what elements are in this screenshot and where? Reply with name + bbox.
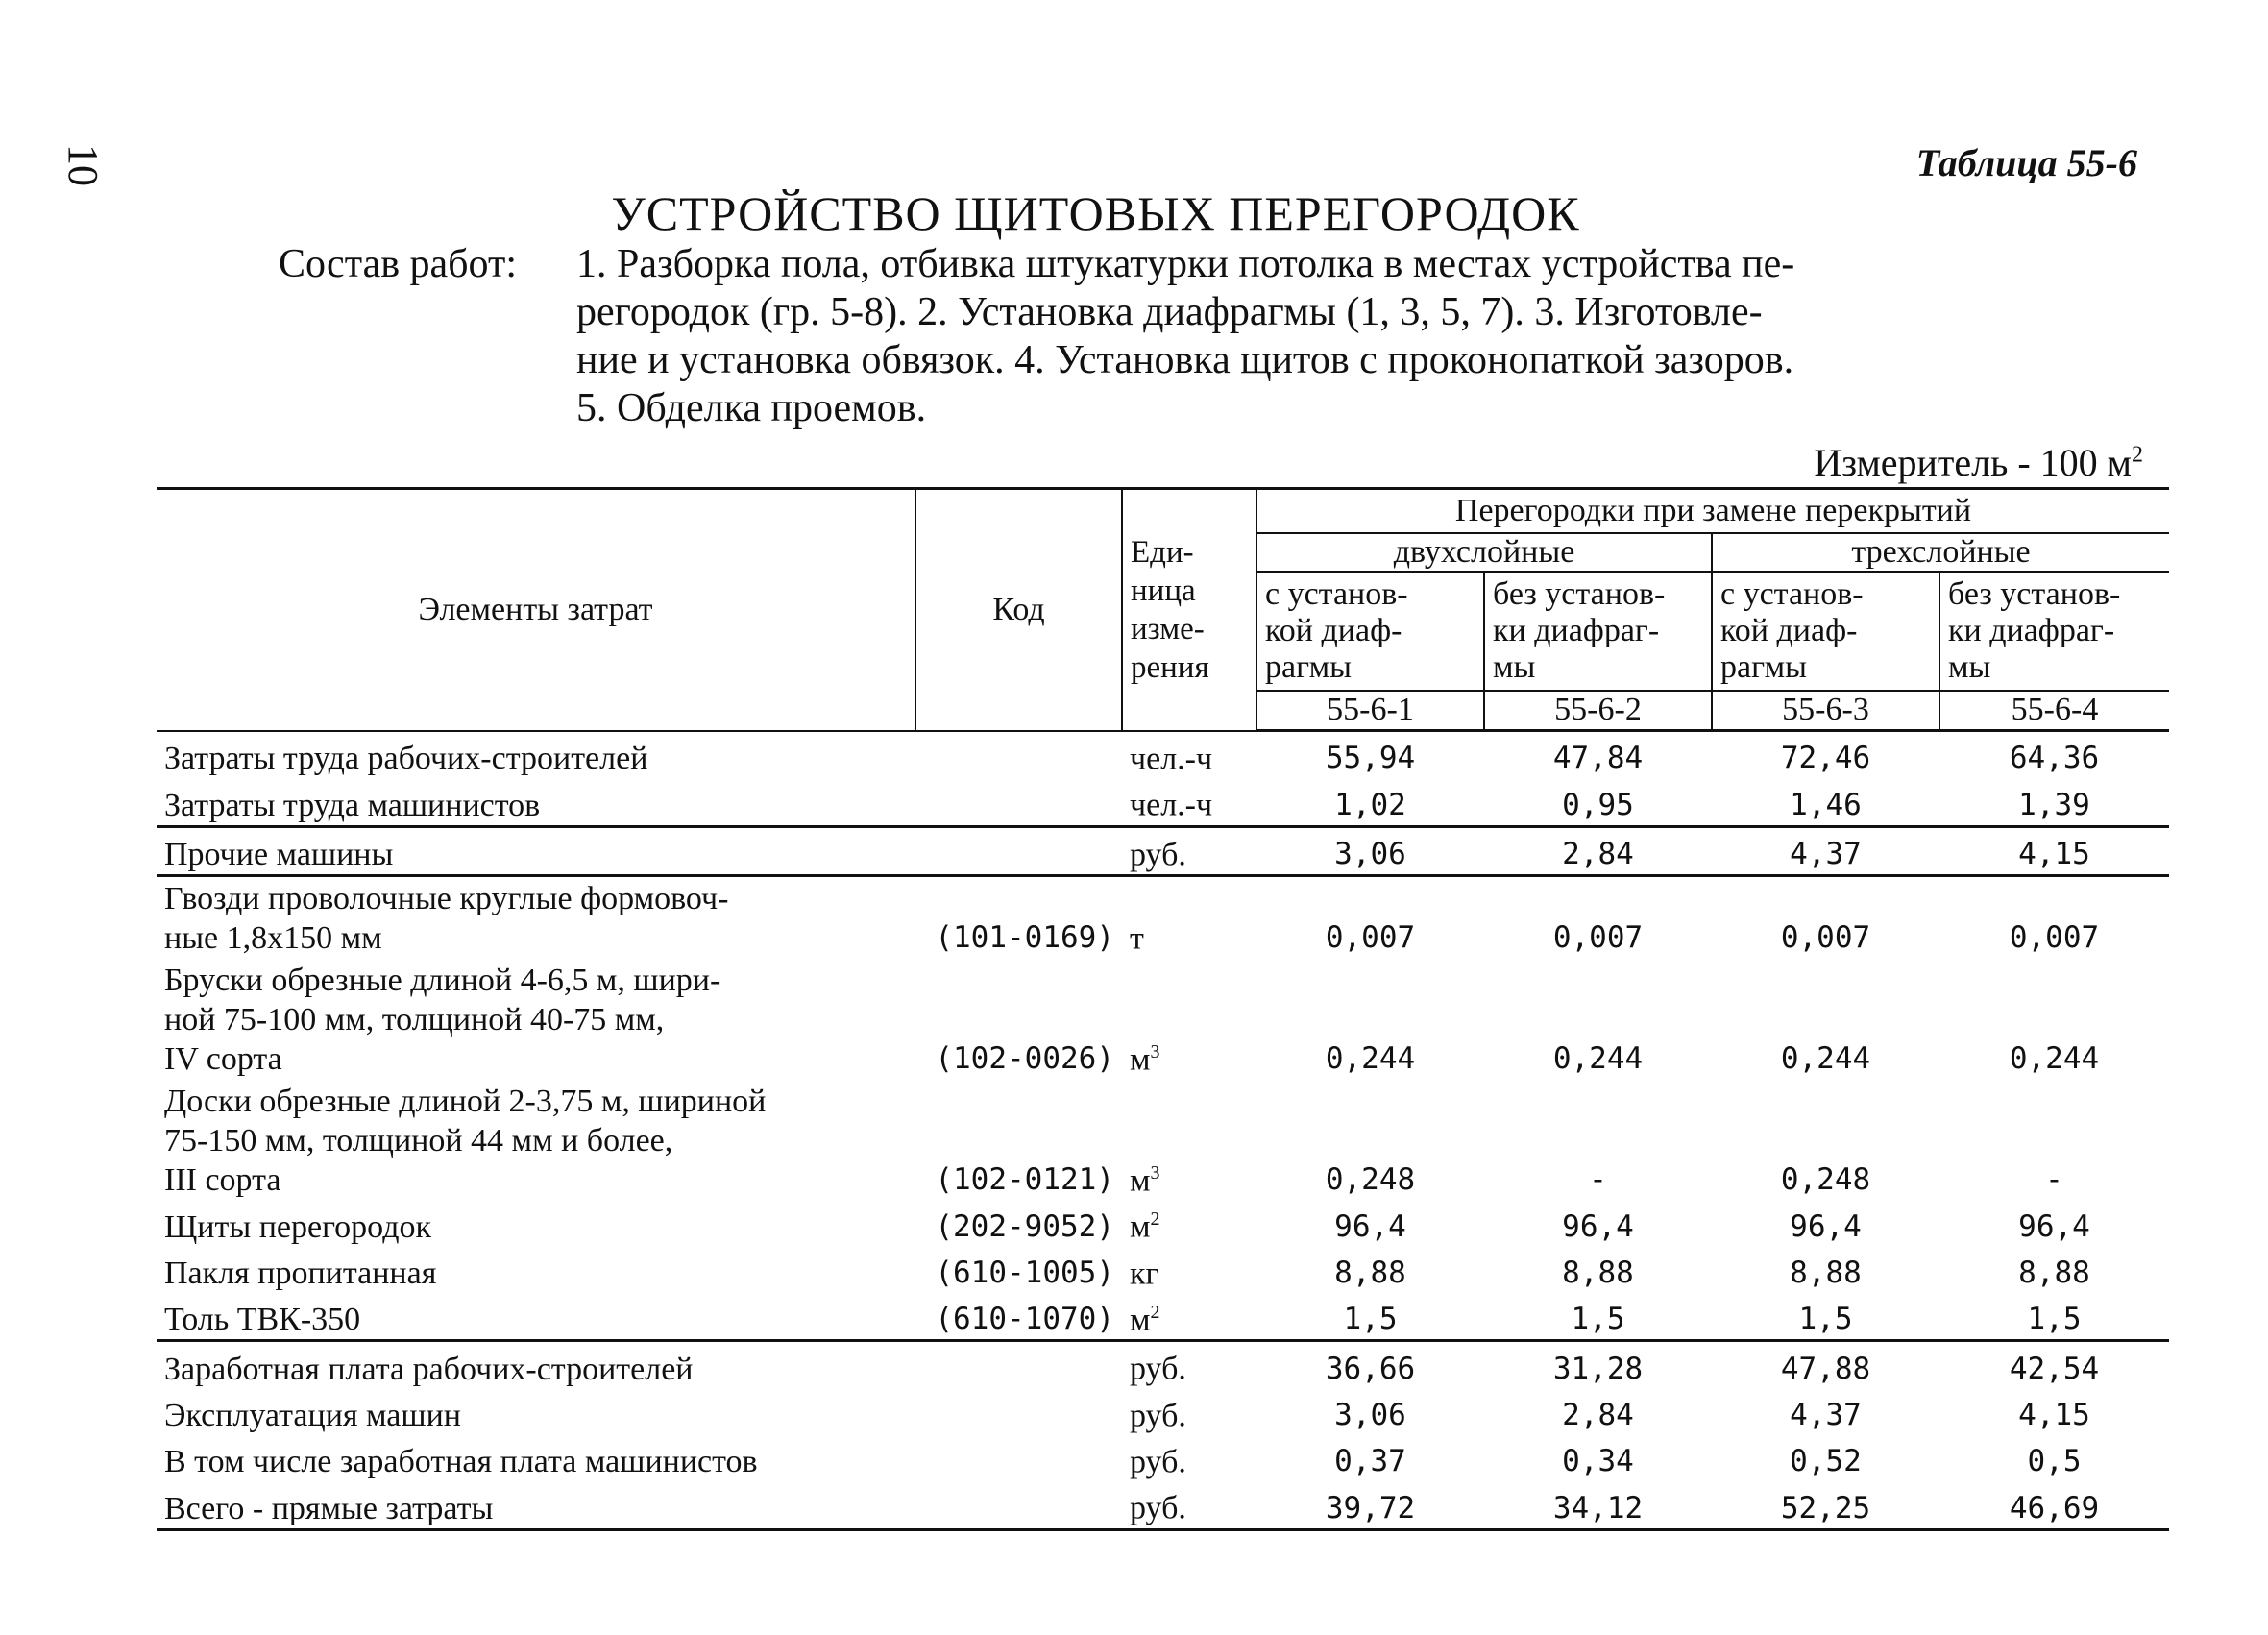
- measure-text: Измеритель - 100 м: [1814, 441, 2132, 484]
- table-row: [157, 875, 2169, 958]
- row-name: Эксплуатация машин: [164, 1398, 461, 1434]
- row-value: 0,244: [1780, 1041, 1871, 1077]
- row-unit: [1122, 1200, 1256, 1246]
- row-unit: [1122, 1247, 1256, 1293]
- row-value: 0,007: [1780, 920, 1871, 956]
- row-unit: [1122, 958, 1256, 1079]
- row-value: 64,36: [2009, 741, 2100, 776]
- composition-line: 1. Разборка пола, отбивка штукатурки потолка в местах устройства пе-: [576, 242, 1795, 286]
- row-value: 1,02: [1256, 778, 1484, 826]
- header-col-code: 55-6-4: [1939, 691, 2169, 731]
- table-row: [157, 778, 2169, 826]
- row-value: 2,84: [1562, 1398, 1634, 1433]
- row-value: 4,15: [2018, 1398, 2090, 1433]
- row-name: Прочие машины: [157, 826, 915, 875]
- row-unit: [1122, 826, 1256, 875]
- row-value: 0,244: [2009, 1041, 2100, 1077]
- row-name: Доски обрезные длиной 2-3,75 м, шириной 75-150 мм, толщиной 44 мм и более, III сорта: [164, 1084, 767, 1199]
- row-value: 55,94: [1325, 741, 1416, 776]
- row-value: 0,95: [1484, 778, 1712, 826]
- row-unit: [1122, 1293, 1256, 1341]
- row-value: 0,5: [2027, 1444, 2082, 1479]
- composition-line: ние и установка обвязок. 4. Установка щитов с проконопаткой зазоров.: [576, 338, 1794, 382]
- row-value: 0,37: [1334, 1444, 1406, 1479]
- row-value: 0,244: [1552, 1041, 1644, 1077]
- row-code: (102-0026): [935, 1041, 1114, 1077]
- document-title: УСТРОЙСТВО ЩИТОВЫХ ПЕРЕГОРОДОК: [611, 186, 1580, 240]
- table-row: [157, 1389, 2169, 1435]
- header-col-code: 55-6-2: [1484, 691, 1712, 731]
- row-value: -: [2045, 1162, 2063, 1198]
- table-row: [157, 1200, 2169, 1246]
- row-code: [915, 1481, 1122, 1529]
- row-value: 47,84: [1552, 741, 1644, 776]
- row-unit: [1122, 1481, 1256, 1529]
- measure-sup: 2: [2132, 442, 2143, 468]
- row-value: 1,5: [1712, 1293, 1939, 1341]
- row-value: 4,37: [1712, 826, 1939, 875]
- row-value: 1,39: [1939, 778, 2169, 826]
- row-name: В том числе заработная плата машинистов: [164, 1444, 758, 1480]
- composition-text: [576, 240, 2268, 432]
- row-value: 1,5: [1939, 1293, 2169, 1341]
- header-code: Код: [915, 489, 1122, 731]
- row-value: 4,15: [1939, 826, 2169, 875]
- row-name: Щиты перегородок: [164, 1208, 432, 1245]
- row-unit-text: м: [1130, 1208, 1151, 1245]
- table-row: [157, 732, 2169, 778]
- composition-label: Состав работ:: [279, 242, 518, 286]
- row-code: (101-0169): [935, 920, 1114, 956]
- table-row: [157, 1341, 2169, 1389]
- row-value: 96,4: [1334, 1208, 1406, 1244]
- row-name: Затраты труда рабочих-строителей: [164, 741, 648, 777]
- header-col-desc: с установ- кой диаф- рагмы: [1712, 572, 1939, 691]
- row-unit: [1122, 732, 1256, 778]
- row-name: Бруски обрезные длиной 4-6,5 м, шири- ной 75-100 мм, толщиной 40-75 мм, IV сорта: [164, 963, 721, 1078]
- row-value: 0,248: [1780, 1162, 1871, 1198]
- row-unit-sup: 2: [1150, 1302, 1160, 1324]
- row-unit-text: чел.-ч: [1130, 787, 1213, 823]
- row-value: 0,007: [1552, 920, 1644, 956]
- row-unit: [1122, 1341, 1256, 1389]
- row-code: [915, 1435, 1122, 1481]
- row-value: 4,37: [1790, 1398, 1862, 1433]
- row-unit-text: чел.-ч: [1130, 741, 1213, 777]
- row-value: 34,12: [1484, 1481, 1712, 1529]
- header-two-layer: двухслойные: [1256, 533, 1712, 572]
- row-value: 3,06: [1334, 1398, 1406, 1433]
- row-value: 0,52: [1790, 1444, 1862, 1479]
- row-unit: [1122, 1435, 1256, 1481]
- row-code: [915, 1389, 1122, 1435]
- row-value: 1,5: [1256, 1293, 1484, 1341]
- row-name: Толь ТВК-350: [157, 1293, 915, 1341]
- row-unit-sup: 3: [1150, 1041, 1160, 1063]
- table-header: [157, 489, 2169, 733]
- row-value: 0,248: [1325, 1162, 1416, 1198]
- table-row: [157, 1435, 2169, 1481]
- header-elements: Элементы затрат: [157, 489, 915, 731]
- row-value: 42,54: [2009, 1351, 2100, 1386]
- row-value: 3,06: [1256, 826, 1484, 875]
- composition-line: регородок (гр. 5-8). 2. Установка диафрагмы (1, 3, 5, 7). 3. Изготовле-: [576, 290, 1763, 334]
- cost-table: [157, 487, 2169, 1531]
- header-col-desc: без установ- ки диафраг- мы: [1484, 572, 1712, 691]
- header-col-code: 55-6-3: [1712, 691, 1939, 731]
- row-name: Затраты труда машинистов: [157, 778, 915, 826]
- row-unit-sup: 2: [1150, 1208, 1160, 1231]
- row-value: 52,25: [1712, 1481, 1939, 1529]
- header-col-desc: без установ- ки диафраг- мы: [1939, 572, 2169, 691]
- table-row: [157, 1293, 2169, 1341]
- row-value: 0,34: [1562, 1444, 1634, 1479]
- row-unit: [1122, 1389, 1256, 1435]
- row-unit-text: м: [1130, 1162, 1151, 1199]
- row-value: 1,5: [1484, 1293, 1712, 1341]
- row-value: 2,84: [1484, 826, 1712, 875]
- row-value: 31,28: [1552, 1351, 1644, 1386]
- row-unit-text: руб.: [1130, 836, 1186, 872]
- header-unit: Еди- ница изме- рения: [1122, 489, 1256, 731]
- row-code: [915, 732, 1122, 778]
- table-row: [157, 1481, 2169, 1529]
- row-value: 0,244: [1325, 1041, 1416, 1077]
- row-code: (610-1005): [935, 1256, 1114, 1291]
- row-value: 0,007: [1325, 920, 1416, 956]
- table-row: [157, 826, 2169, 875]
- header-group: Перегородки при замене перекрытий: [1256, 489, 2169, 533]
- table-label: Таблица 55-6: [1915, 141, 2137, 184]
- row-value: 8,88: [1562, 1256, 1634, 1291]
- row-name: Пакля пропитанная: [164, 1256, 437, 1292]
- measure-unit: [1814, 440, 2143, 485]
- row-unit-text: руб.: [1130, 1444, 1186, 1480]
- row-value: 36,66: [1325, 1351, 1416, 1386]
- row-code: (610-1070): [915, 1293, 1122, 1341]
- row-unit-text: т: [1130, 920, 1144, 957]
- row-unit-sup: 3: [1150, 1162, 1160, 1184]
- row-value: 46,69: [1939, 1481, 2169, 1529]
- header-three-layer: трехслойные: [1712, 533, 2169, 572]
- row-unit-text: м: [1130, 1041, 1151, 1078]
- row-code: [915, 826, 1122, 875]
- row-code: [915, 1341, 1122, 1389]
- row-unit-text: руб.: [1130, 1490, 1186, 1526]
- table-row: [157, 958, 2169, 1079]
- row-unit: [1122, 875, 1256, 958]
- row-unit-text: м: [1130, 1302, 1151, 1338]
- row-name: Всего - прямые затраты: [157, 1481, 915, 1529]
- row-value: 8,88: [1790, 1256, 1862, 1291]
- row-name: Заработная плата рабочих-строителей: [164, 1351, 694, 1387]
- row-unit-text: руб.: [1130, 1398, 1186, 1434]
- row-unit: [1122, 778, 1256, 826]
- table-body: [157, 732, 2169, 1529]
- row-value: 8,88: [2018, 1256, 2090, 1291]
- row-value: 8,88: [1334, 1256, 1406, 1291]
- header-col-desc: с установ- кой диаф- рагмы: [1256, 572, 1484, 691]
- table-row: [157, 1247, 2169, 1293]
- page-number: 10: [60, 144, 107, 186]
- row-value: 1,46: [1712, 778, 1939, 826]
- row-value: 96,4: [2018, 1208, 2090, 1244]
- row-value: 0,007: [2009, 920, 2100, 956]
- row-value: 96,4: [1790, 1208, 1862, 1244]
- table-row: [157, 1079, 2169, 1200]
- composition-line: 5. Обделка проемов.: [576, 386, 927, 430]
- row-unit-text: руб.: [1130, 1351, 1186, 1387]
- row-unit: [1122, 1079, 1256, 1200]
- row-value: 39,72: [1256, 1481, 1484, 1529]
- row-value: 72,46: [1780, 741, 1871, 776]
- header-col-code: 55-6-1: [1256, 691, 1484, 731]
- row-name: Гвозди проволочные круглые формовоч- ные 1,8х150 мм: [164, 881, 729, 957]
- row-unit-text: кг: [1130, 1256, 1159, 1292]
- row-code: (102-0121): [935, 1162, 1114, 1198]
- row-value: 47,88: [1780, 1351, 1871, 1386]
- row-code: [915, 778, 1122, 826]
- row-code: (202-9052): [935, 1208, 1114, 1244]
- row-value: -: [1589, 1162, 1607, 1198]
- row-value: 96,4: [1562, 1208, 1634, 1244]
